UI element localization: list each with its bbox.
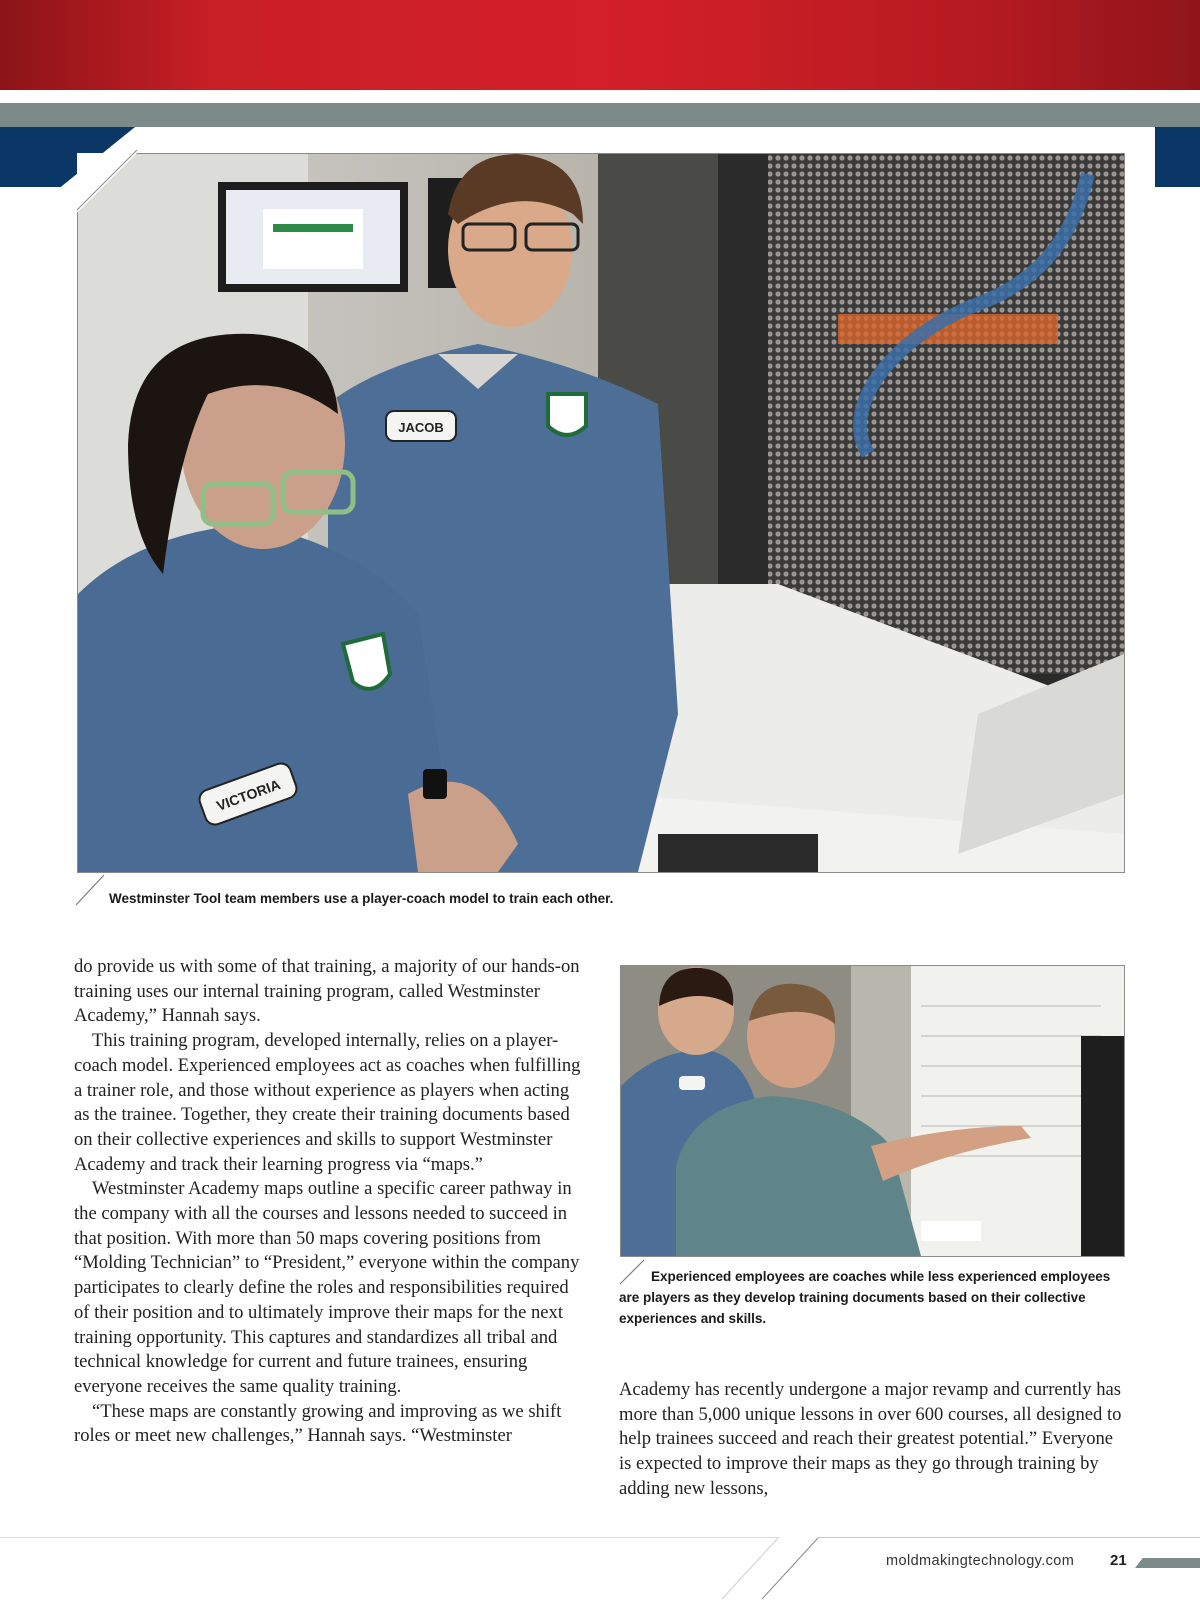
footer-url[interactable]: moldmakingtechnology.com — [886, 1553, 1075, 1569]
paragraph: “These maps are constantly growing and improving as we shift roles or meet new challenges,” Hannah says. “Westminster — [74, 1400, 562, 1447]
page-number: 21 — [1110, 1552, 1127, 1569]
footer-divider-right — [818, 1537, 1200, 1538]
footer-gray-tab — [1135, 1558, 1200, 1568]
secondary-photo-caption: Experienced employees are coaches while less experienced employees are players as they develop training documents based on their collective experiences and skills. — [619, 1269, 1111, 1326]
main-photo — [77, 153, 1125, 873]
name-tag-jacob: JACOB — [398, 420, 444, 435]
body-column-right — [619, 1378, 1125, 1502]
name-tag-victoria: VICTORIA — [214, 776, 283, 814]
footer-slash-decoration — [720, 1537, 840, 1600]
header-gray-band — [0, 103, 1200, 127]
paragraph: Academy has recently undergone a major revamp and currently has more than 5,000 unique lessons in over 600 courses, all designed to help trainees succeed and reach their greatest potential.” Everyone is expected to improve their maps as they go through training by adding new lessons, — [619, 1379, 1122, 1499]
body-column-left — [74, 955, 582, 1449]
main-photo-corner-line — [75, 148, 140, 213]
caption-slash-icon — [75, 874, 105, 906]
secondary-photo — [620, 965, 1125, 1257]
footer-divider — [0, 1537, 780, 1538]
paragraph: do provide us with some of that training, a majority of our hands-on training uses our internal training program, called Westminster Academy,” Hannah says. — [74, 956, 580, 1027]
paragraph: This training program, developed internally, relies on a player-coach model. Experienced employees act as coaches when fulfilling a trainer role, and those without experience as players when acting as the trainee. Together, they create their training documents based on their collective experiences and skills to support Westminster Academy and track their learning progress via “maps.” — [74, 1030, 581, 1175]
paragraph: Westminster Academy maps outline a specific career pathway in the company with all the courses and lessons needed to succeed in that position. With more than 50 maps covering positions from “Molding Technician” to “President,” everyone within the company participates to clearly define the roles and responsibilities required of their position and to ultimately improve their maps for the next training opportunity. This captures and standardizes all tribal and technical knowledge for current and future trainees, ensuring everyone receives the same quality training. — [74, 1178, 580, 1397]
main-photo-caption: Westminster Tool team members use a player-coach model to train each other. — [109, 891, 614, 906]
header-red-band — [0, 0, 1200, 90]
header-navy-tab-right — [1155, 127, 1200, 187]
